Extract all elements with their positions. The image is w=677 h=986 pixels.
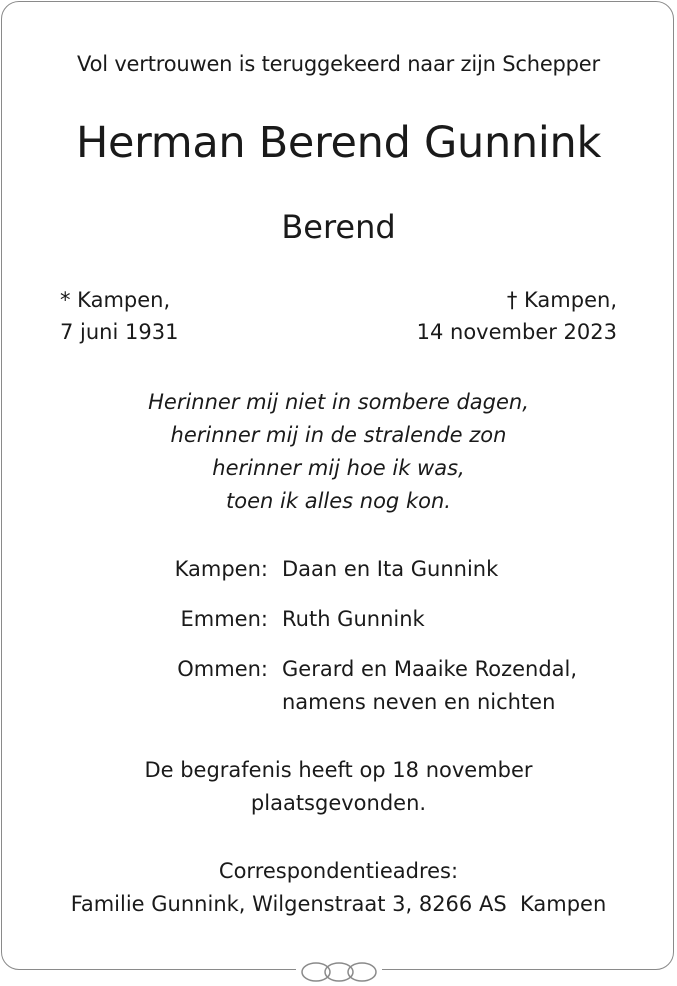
correspondence	[0, 855, 677, 921]
funeral-line: De begrafenis heeft op 18 november	[144, 758, 533, 782]
poem-line: herinner mij in de stralende zon	[170, 423, 507, 447]
birth-date: 7 juni 1931	[60, 320, 179, 344]
deceased-nickname: Berend	[281, 208, 396, 246]
poem-line: Herinner mij niet in sombere dagen,	[148, 390, 529, 414]
family-name-line: namens neven en nichten	[282, 690, 556, 714]
intro-text: Vol vertrouwen is teruggekeerd naar zijn Schepper	[77, 52, 600, 76]
funeral-notice	[0, 754, 677, 820]
family-names: Daan en Ita Gunnink	[282, 557, 499, 581]
family-place: Ommen:	[177, 657, 268, 681]
funeral-line: plaatsgevonden.	[250, 791, 427, 815]
correspondence-label: Correspondentieadres:	[218, 859, 459, 883]
family-place: Kampen:	[174, 557, 268, 581]
death-info	[417, 284, 617, 348]
ornament-rings-icon	[296, 958, 382, 986]
family-entry	[0, 553, 677, 603]
family-entry	[0, 653, 677, 721]
poem-line: toen ik alles nog kon.	[226, 489, 451, 513]
poem	[0, 386, 677, 518]
death-date: 14 november 2023	[416, 320, 617, 344]
poem-line: herinner mij hoe ik was,	[212, 456, 465, 480]
family-list	[0, 553, 677, 721]
deceased-full-name: Herman Berend Gunnink	[75, 118, 602, 168]
correspondence-address: Familie Gunnink, Wilgenstraat 3, 8266 AS Kampen	[70, 892, 607, 916]
family-names: Ruth Gunnink	[282, 607, 425, 631]
family-place: Emmen:	[180, 607, 268, 631]
family-names	[282, 653, 577, 719]
family-entry	[0, 603, 677, 653]
birth-info	[60, 284, 178, 348]
birth-place: * Kampen,	[60, 288, 171, 312]
family-name-line: Gerard en Maaike Rozendal,	[282, 657, 578, 681]
death-place: † Kampen,	[506, 288, 617, 312]
